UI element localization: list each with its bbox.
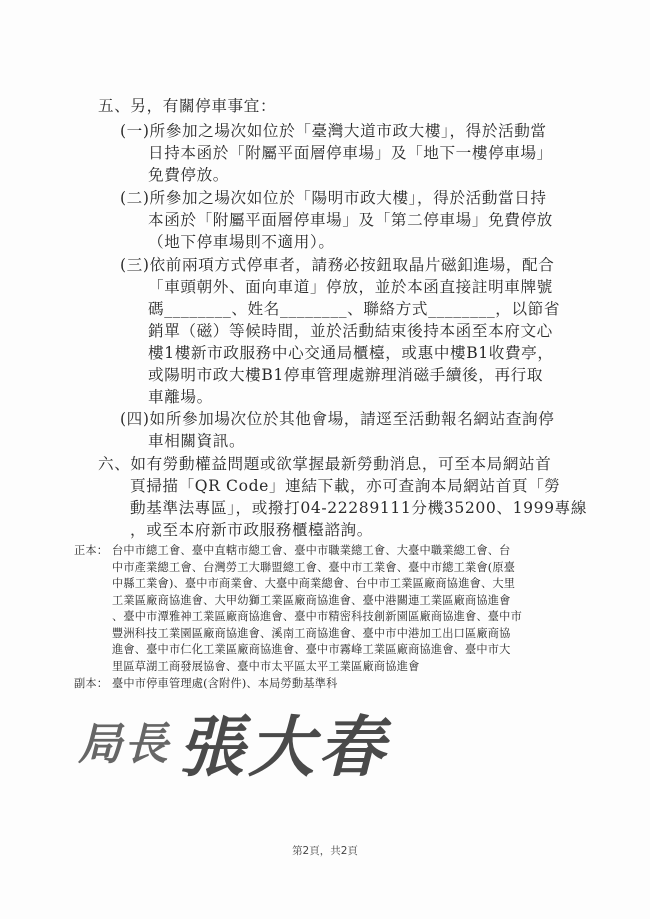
- item3-line2: 「車頭朝外、面向車道」停放，並於本函直接註明車牌號: [148, 278, 553, 296]
- item3-line5: 樓1樓新市政服務中心交通局櫃檯，或惠中樓B1收費亭，: [148, 344, 554, 362]
- item1-line2: 日持本函於「附屬平面層停車場」及「地下一樓停車場」: [148, 144, 553, 162]
- main-recipients-line2: 中市產業總工會、台灣勞工大聯盟總工會、臺中市工業會、臺中市總工業會(原臺: [112, 560, 516, 574]
- item3-line1: (三)依前兩項方式停車者，請務必按鈕取晶片磁釦進場，配合: [120, 256, 555, 274]
- section6-line2: 頁掃描「QR Code」連結下載，亦可查詢本局網站首頁「勞: [130, 477, 561, 495]
- signature-title: 局長: [78, 719, 170, 770]
- main-recipients-line6: 豐洲科技工業園區廠商協進會、溪南工商協進會、臺中市中港加工出口區廠商協: [112, 626, 511, 640]
- copy-recipients-text: 臺中市停車管理處(含附件)、本局勞動基準科: [112, 677, 338, 690]
- section5-heading: 五、另，有關停車事宜：: [98, 97, 277, 115]
- item2-line2: 本函於「附屬平面層停車場」及「第二停車場」免費停放: [148, 211, 553, 229]
- signature-name: 張大春: [178, 708, 388, 786]
- item2-line1: (二)所參加之場次如位於「陽明市政大樓」，得於活動當日持: [120, 189, 547, 207]
- item3-line4: 銷單（磁）等候時間，並於活動結束後持本函至本府文心: [148, 322, 553, 340]
- item3-line7: 車離場。: [148, 388, 213, 406]
- item2-line3: （地下停車場則不適用）。: [148, 233, 335, 251]
- main-recipients-line8: 里區草湖工商發展協會、臺中市太平區太平工業區廠商協進會: [112, 659, 420, 673]
- main-recipients-line1: 台中市總工會、臺中直轄市總工會、臺中市職業總工會、大臺中職業總工會、台: [112, 544, 511, 557]
- copy-recipients-label: 副本：: [74, 677, 109, 690]
- section6-line4: ，或至本府新市政服務櫃檯諮詢。: [130, 521, 373, 539]
- section6-line1: 六、如有勞動權益問題或欲掌握最新勞動消息，可至本局網站首: [98, 455, 552, 473]
- item1-line1: (一)所參加之場次如位於「臺灣大道市政大樓」，得於活動當: [120, 122, 547, 140]
- main-recipients-line7: 進會、臺中市仁化工業區廠商協進會、臺中市霧峰工業區廠商協進會、臺中市大: [112, 643, 511, 656]
- item4-line2: 車相關資訊。: [148, 432, 246, 450]
- director-signature: [78, 690, 398, 790]
- item1-line3: 免費停放。: [148, 166, 229, 184]
- main-recipients-label: 正本：: [74, 544, 109, 557]
- item3-line3: 碼________、姓名________、聯絡方式________，以節省: [148, 300, 561, 318]
- item3-line6: 或陽明市政大樓B1停車管理處辦理消磁手續後，再行取: [148, 366, 544, 384]
- main-recipients-line3: 中縣工業會)、臺中市商業會、大臺中商業總會、台中市工業區廠商協進會、大里: [112, 577, 516, 590]
- section6-line3: 動基準法專區」，或撥打04-22289111分機35200、1999專線: [130, 499, 588, 517]
- page-number: 第2頁，共2頁: [292, 845, 358, 857]
- main-recipients-line5: 、臺中市潭雅神工業區廠商協進會、臺中市精密科技創新園區廠商協進會、臺中市: [112, 610, 522, 623]
- main-recipients-line4: 工業區廠商協進會、大甲幼獅工業區廠商協進會、臺中港關連工業區廠商協進會: [112, 593, 511, 607]
- item4-line1: (四)如所參加場次位於其他會場，請逕至活動報名網站查詢停: [120, 410, 555, 428]
